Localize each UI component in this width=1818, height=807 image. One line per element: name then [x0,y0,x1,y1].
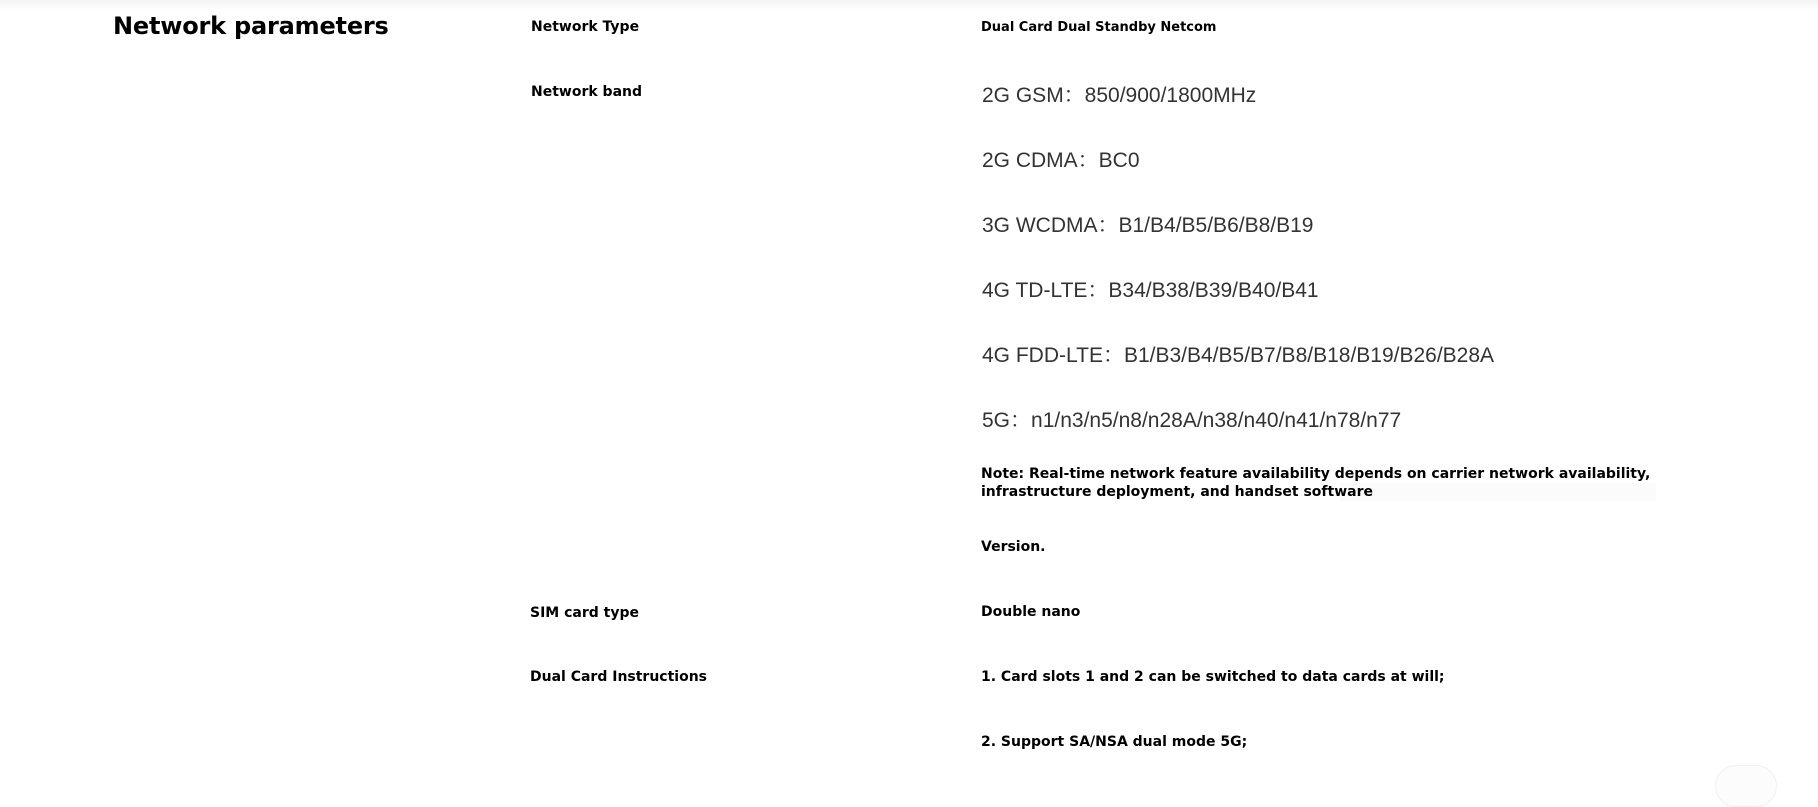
sim-card-type-value: Double nano [981,604,1081,620]
network-note-text: Note: Real-time network feature availability depends on carrier network availability, infrastructure deployment, and handset software [981,466,1651,500]
network-band-label: Network band [531,84,643,100]
band-item-3g-wcdma: 3G WCDMA：B1/B4/B5/B6/B8/B19 [982,214,1314,237]
network-band-list [982,81,1494,471]
sim-card-type-label: SIM card type [530,605,639,621]
band-item-5g: 5G：n1/n3/n5/n8/n28A/n38/n40/n41/n78/n77 [982,409,1402,432]
band-item-4g-td-lte: 4G TD-LTE：B34/B38/B39/B40/B41 [982,279,1319,302]
top-divider [0,0,1818,10]
section-title: Network parameters [113,12,389,40]
band-item-4g-fdd-lte: 4G FDD-LTE：B1/B3/B4/B5/B7/B8/B18/B19/B26/B28A [982,344,1495,367]
band-item-2g-gsm: 2G GSM：850/900/1800MHz [982,84,1257,107]
network-type-label: Network Type [531,19,640,35]
dual-card-instruction-item: 1. Card slots 1 and 2 can be switched to data cards at will; [981,669,1445,685]
network-note [981,465,1661,501]
back-to-top-button[interactable] [1715,765,1777,807]
dual-card-instructions-label: Dual Card Instructions [530,669,708,685]
dual-card-instruction-item: 2. Support SA/NSA dual mode 5G; [981,734,1248,750]
network-note-version: Version. [981,539,1046,555]
band-item-2g-cdma: 2G CDMA：BC0 [982,149,1140,172]
network-type-value: Dual Card Dual Standby Netcom [981,20,1217,35]
